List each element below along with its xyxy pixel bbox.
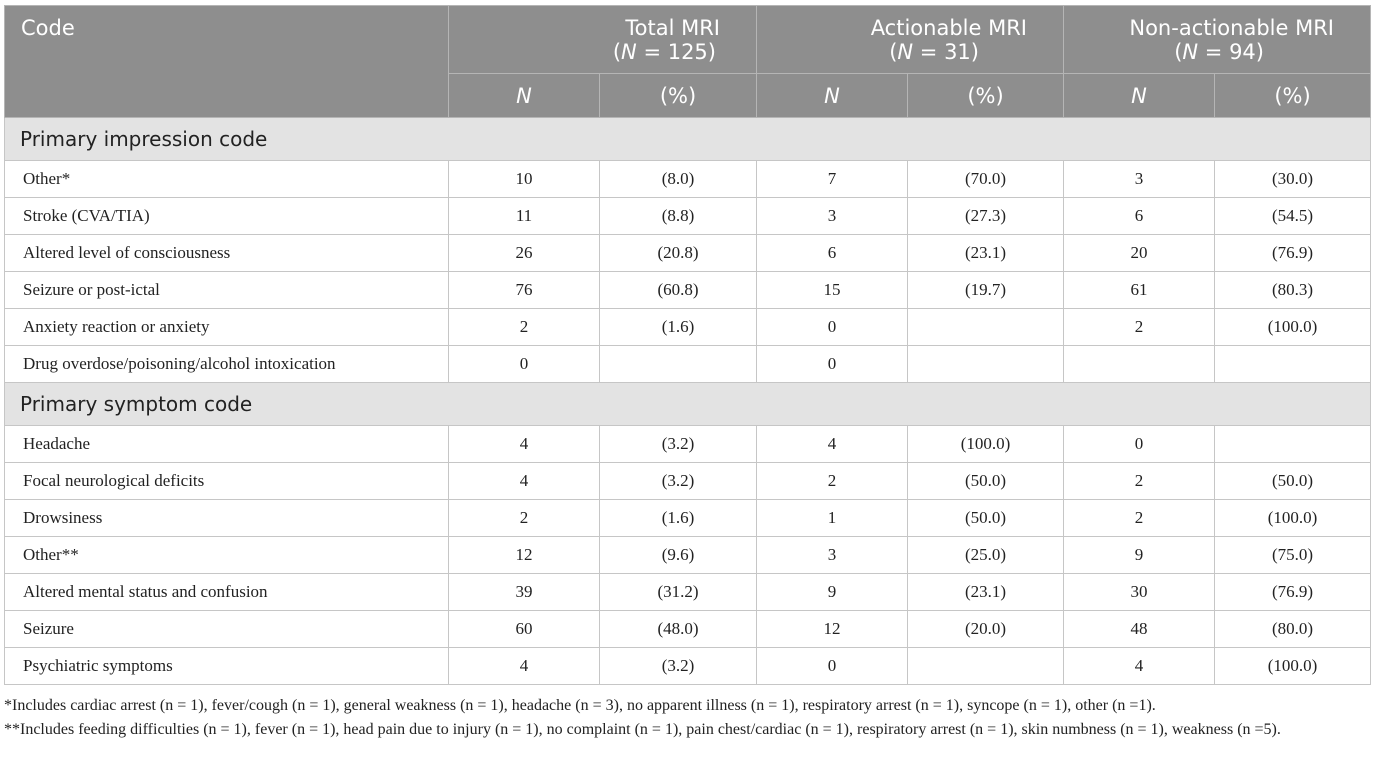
row-label: Altered mental status and confusion <box>5 574 449 611</box>
row-label: Psychiatric symptoms <box>5 648 449 685</box>
cell-count: 2 <box>449 500 600 537</box>
cell-count <box>1064 346 1215 383</box>
cell-percent: (1.6) <box>600 309 757 346</box>
cell-count: 6 <box>757 235 908 272</box>
table-row <box>5 500 1371 537</box>
row-label: Other* <box>5 161 449 198</box>
header-group-total-title: Total MRI <box>625 16 720 40</box>
cell-count: 0 <box>1064 426 1215 463</box>
header-sub-pct: (%) <box>600 74 757 118</box>
header-group-actionable-title: Actionable MRI <box>870 16 1027 40</box>
section-title: Primary symptom code <box>5 383 1371 426</box>
cell-percent: (8.8) <box>600 198 757 235</box>
section-header-row <box>5 118 1371 161</box>
cell-count: 2 <box>449 309 600 346</box>
cell-percent: (76.9) <box>1215 235 1371 272</box>
cell-percent: (1.6) <box>600 500 757 537</box>
cell-count: 3 <box>757 198 908 235</box>
cell-percent: (48.0) <box>600 611 757 648</box>
cell-percent <box>908 309 1064 346</box>
cell-percent: (27.3) <box>908 198 1064 235</box>
cell-percent: (50.0) <box>908 500 1064 537</box>
cell-count: 2 <box>1064 463 1215 500</box>
cell-percent: (70.0) <box>908 161 1064 198</box>
cell-percent: (100.0) <box>1215 309 1371 346</box>
header-group-nonactionable-title: Non-actionable MRI <box>1129 16 1334 40</box>
cell-count: 7 <box>757 161 908 198</box>
cell-percent: (54.5) <box>1215 198 1371 235</box>
footnote-2: **Includes feeding difficulties (n = 1), fever (n = 1), head pain due to injury (n = 1), no complaint (n = 1), pain chest/cardiac (n = 1), respiratory arrest (n = 1), skin numbness (n = 1), weakness (n =5). <box>4 721 1281 738</box>
table-row <box>5 272 1371 309</box>
cell-count: 39 <box>449 574 600 611</box>
table-row <box>5 346 1371 383</box>
cell-count: 6 <box>1064 198 1215 235</box>
cell-percent: (76.9) <box>1215 574 1371 611</box>
row-label: Anxiety reaction or anxiety <box>5 309 449 346</box>
header-group-actionable <box>757 6 1064 74</box>
cell-count: 2 <box>1064 500 1215 537</box>
cell-percent <box>1215 346 1371 383</box>
cell-count: 3 <box>757 537 908 574</box>
cell-count: 12 <box>757 611 908 648</box>
cell-count: 76 <box>449 272 600 309</box>
cell-count: 20 <box>1064 235 1215 272</box>
header-row-groups <box>5 6 1371 74</box>
cell-percent: (20.0) <box>908 611 1064 648</box>
cell-count: 2 <box>757 463 908 500</box>
cell-count: 11 <box>449 198 600 235</box>
row-label: Headache <box>5 426 449 463</box>
table-row <box>5 611 1371 648</box>
cell-count: 0 <box>449 346 600 383</box>
cell-count: 61 <box>1064 272 1215 309</box>
cell-percent: (100.0) <box>1215 500 1371 537</box>
section-header-row <box>5 383 1371 426</box>
results-table-container <box>4 5 1370 742</box>
table-body <box>5 118 1371 685</box>
cell-percent <box>908 346 1064 383</box>
header-group-nonactionable-n: (N = 94) <box>1174 40 1264 64</box>
cell-count: 4 <box>449 463 600 500</box>
cell-percent: (100.0) <box>908 426 1064 463</box>
table-row <box>5 198 1371 235</box>
cell-percent: (25.0) <box>908 537 1064 574</box>
cell-percent: (9.6) <box>600 537 757 574</box>
results-table <box>4 5 1371 685</box>
table-row <box>5 426 1371 463</box>
cell-count: 10 <box>449 161 600 198</box>
cell-count: 2 <box>1064 309 1215 346</box>
cell-percent: (75.0) <box>1215 537 1371 574</box>
cell-count: 60 <box>449 611 600 648</box>
cell-count: 9 <box>1064 537 1215 574</box>
cell-percent: (30.0) <box>1215 161 1371 198</box>
table-row <box>5 463 1371 500</box>
cell-count: 30 <box>1064 574 1215 611</box>
header-group-total-n: (N = 125) <box>612 40 716 64</box>
cell-percent: (19.7) <box>908 272 1064 309</box>
table-header <box>5 6 1371 118</box>
header-sub-n: N <box>449 74 600 118</box>
cell-count: 15 <box>757 272 908 309</box>
cell-percent <box>600 346 757 383</box>
table-row <box>5 309 1371 346</box>
header-sub-pct: (%) <box>1215 74 1371 118</box>
cell-percent: (80.3) <box>1215 272 1371 309</box>
row-label: Seizure <box>5 611 449 648</box>
table-row <box>5 537 1371 574</box>
header-sub-n: N <box>757 74 908 118</box>
cell-count: 48 <box>1064 611 1215 648</box>
row-label: Drug overdose/poisoning/alcohol intoxication <box>5 346 449 383</box>
row-label: Other** <box>5 537 449 574</box>
cell-count: 3 <box>1064 161 1215 198</box>
cell-percent: (50.0) <box>908 463 1064 500</box>
footnote-1: *Includes cardiac arrest (n = 1), fever/cough (n = 1), general weakness (n = 1), headache (n = 3), no apparent illness (n = 1), respiratory arrest (n = 1), syncope (n = 1), other (n =1). <box>4 697 1156 714</box>
row-label: Seizure or post-ictal <box>5 272 449 309</box>
cell-count: 1 <box>757 500 908 537</box>
table-row <box>5 235 1371 272</box>
row-label: Stroke (CVA/TIA) <box>5 198 449 235</box>
cell-percent: (100.0) <box>1215 648 1371 685</box>
cell-count: 4 <box>449 648 600 685</box>
cell-count: 0 <box>757 648 908 685</box>
row-label: Altered level of consciousness <box>5 235 449 272</box>
section-title: Primary impression code <box>5 118 1371 161</box>
cell-percent: (3.2) <box>600 463 757 500</box>
cell-percent: (3.2) <box>600 426 757 463</box>
cell-count: 12 <box>449 537 600 574</box>
row-label: Drowsiness <box>5 500 449 537</box>
cell-percent: (23.1) <box>908 235 1064 272</box>
row-label: Focal neurological deficits <box>5 463 449 500</box>
header-group-nonactionable <box>1064 6 1371 74</box>
cell-percent: (3.2) <box>600 648 757 685</box>
cell-count: 4 <box>449 426 600 463</box>
cell-percent <box>1215 426 1371 463</box>
cell-count: 26 <box>449 235 600 272</box>
cell-count: 4 <box>757 426 908 463</box>
header-group-total <box>449 6 757 74</box>
cell-percent: (80.0) <box>1215 611 1371 648</box>
header-group-actionable-n: (N = 31) <box>889 40 979 64</box>
header-code: Code <box>5 6 449 118</box>
cell-count: 9 <box>757 574 908 611</box>
cell-percent: (8.0) <box>600 161 757 198</box>
cell-percent: (31.2) <box>600 574 757 611</box>
cell-percent: (60.8) <box>600 272 757 309</box>
header-sub-n: N <box>1064 74 1215 118</box>
footnotes <box>4 694 1370 742</box>
table-row <box>5 161 1371 198</box>
cell-percent: (23.1) <box>908 574 1064 611</box>
cell-count: 0 <box>757 346 908 383</box>
cell-percent: (50.0) <box>1215 463 1371 500</box>
cell-count: 4 <box>1064 648 1215 685</box>
cell-count: 0 <box>757 309 908 346</box>
cell-percent: (20.8) <box>600 235 757 272</box>
table-row <box>5 648 1371 685</box>
table-row <box>5 574 1371 611</box>
cell-percent <box>908 648 1064 685</box>
header-sub-pct: (%) <box>908 74 1064 118</box>
